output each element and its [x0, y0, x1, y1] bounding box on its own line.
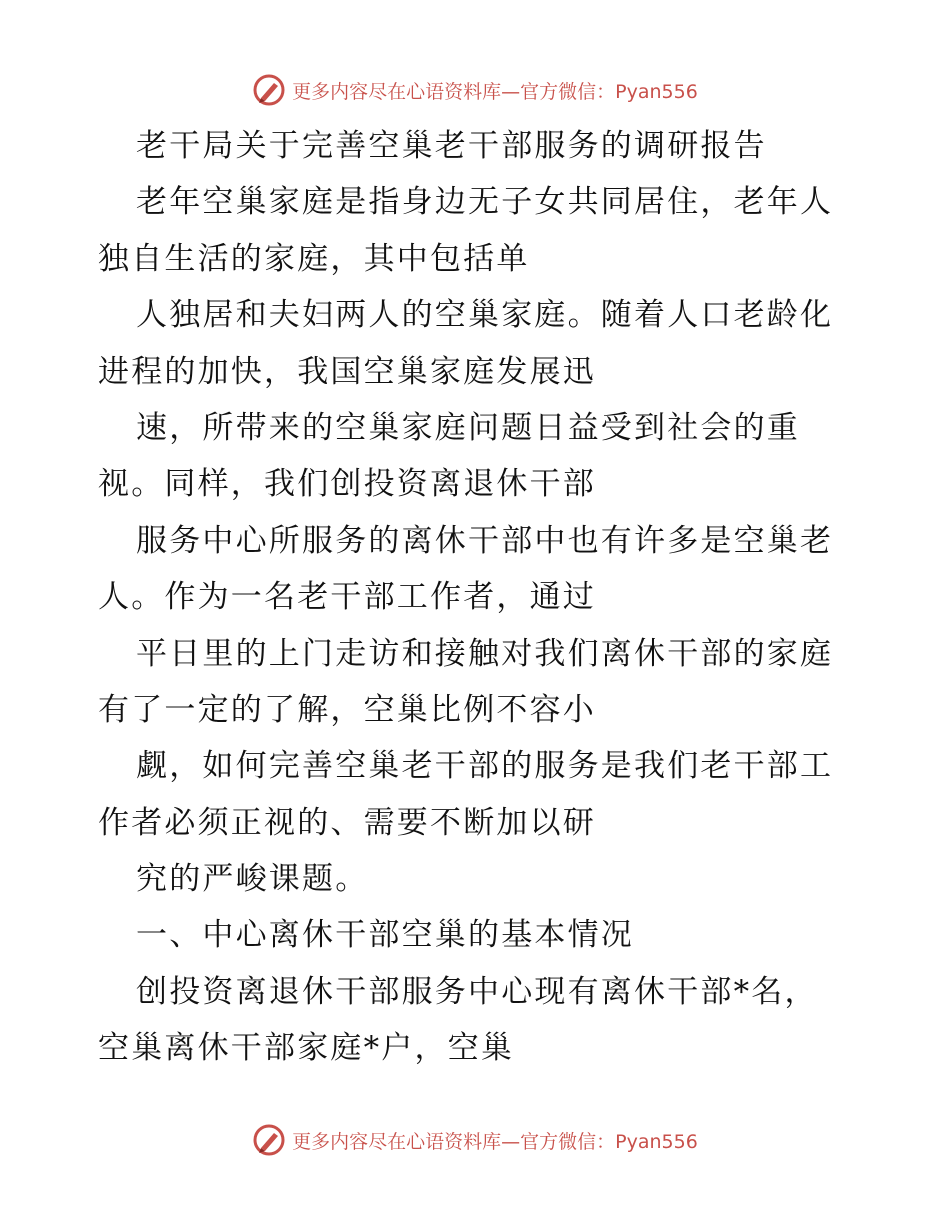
wechat-id: Pyan556	[615, 1130, 698, 1153]
text-line: 进程的加快，我国空巢家庭发展迅	[98, 353, 596, 390]
text-line: 空巢离休干部家庭*户，空巢	[98, 1030, 515, 1067]
banner-text: 更多内容尽在心语资料库—官方微信：Pyan556	[292, 1130, 698, 1153]
pen-logo-icon	[252, 73, 286, 107]
text-line: 老年空巢家庭是指身边无子女共同居住，老年人	[136, 184, 834, 221]
text-line: 平日里的上门走访和接触对我们离休干部的家庭	[136, 635, 834, 672]
text-line: 服务中心所服务的离休干部中也有许多是空巢老	[136, 522, 834, 559]
document-body	[98, 118, 858, 1077]
header-banner	[0, 70, 950, 110]
text-line: 视。同样，我们创投资离退休干部	[98, 466, 596, 503]
text-line: 觑，如何完善空巢老干部的服务是我们老干部工	[136, 748, 834, 785]
text-line: 创投资离退休干部服务中心现有离休干部*名，	[136, 973, 818, 1010]
wechat-id: Pyan556	[615, 80, 698, 103]
banner-text: 更多内容尽在心语资料库—官方微信：Pyan556	[292, 80, 698, 103]
text-line: 人。作为一名老干部工作者，通过	[98, 579, 596, 616]
section-heading: 一、中心离休干部空巢的基本情况	[136, 917, 634, 954]
text-line: 速，所带来的空巢家庭问题日益受到社会的重	[136, 409, 800, 446]
text-line: 独自生活的家庭，其中包括单	[98, 240, 530, 277]
text-line: 究的严峻课题。	[136, 861, 369, 898]
document-title: 老干局关于完善空巢老干部服务的调研报告	[136, 128, 767, 164]
text-line: 有了一定的了解，空巢比例不容小	[98, 691, 596, 728]
text-line: 人独居和夫妇两人的空巢家庭。随着人口老龄化	[136, 297, 834, 334]
footer-banner	[0, 1120, 950, 1160]
text-line: 作者必须正视的、需要不断加以研	[98, 804, 596, 841]
pen-logo-icon	[252, 1123, 286, 1157]
